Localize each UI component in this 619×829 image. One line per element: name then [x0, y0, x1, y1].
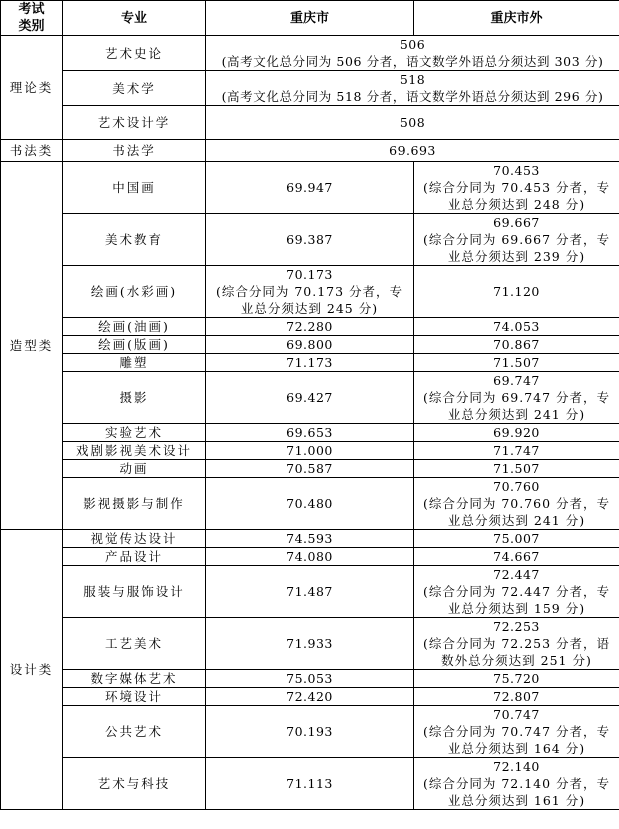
score-cell-outside [414, 530, 619, 548]
score-value: 69.667 [493, 215, 540, 230]
score-value: 75.720 [493, 671, 540, 686]
major-cell: 雕塑 [63, 354, 206, 372]
major-cell: 数字媒体艺术 [63, 670, 206, 688]
score-cell-local [206, 706, 414, 758]
major-cell: 绘画(版画) [63, 336, 206, 354]
score-cell-local [206, 266, 414, 318]
score-value: 69.947 [286, 180, 333, 195]
table-row [1, 106, 619, 140]
major-cell: 艺术史论 [63, 36, 206, 71]
table-row [1, 318, 619, 336]
table-row [1, 478, 619, 530]
score-value: 74.053 [493, 319, 540, 334]
score-value: 75.007 [493, 531, 540, 546]
score-cell-local [206, 372, 414, 424]
score-value: 69.800 [286, 337, 333, 352]
score-value: 72.280 [286, 319, 333, 334]
score-value: 72.420 [286, 689, 333, 704]
table-row [1, 530, 619, 548]
major-cell: 绘画(油画) [63, 318, 206, 336]
score-value: 74.080 [286, 549, 333, 564]
score-cell-merged [206, 106, 619, 140]
header-category: 考试 类别 [1, 1, 63, 36]
score-value: 69.693 [389, 143, 436, 158]
score-value: 69.747 [493, 373, 540, 388]
major-cell: 书法学 [63, 140, 206, 162]
table-row [1, 36, 619, 71]
score-cell-outside [414, 372, 619, 424]
score-value: 75.053 [286, 671, 333, 686]
score-cell-local [206, 424, 414, 442]
table-body [1, 36, 619, 810]
score-value: 69.387 [286, 232, 333, 247]
score-cell-outside [414, 688, 619, 706]
score-cell-merged [206, 36, 619, 71]
header-local: 重庆市 [206, 1, 414, 36]
header-outside: 重庆市外 [414, 1, 619, 36]
score-value: 70.173 [286, 267, 333, 282]
score-value: 70.760 [493, 479, 540, 494]
major-cell: 摄影 [63, 372, 206, 424]
major-cell: 中国画 [63, 162, 206, 214]
score-cell-outside [414, 354, 619, 372]
major-cell: 绘画(水彩画) [63, 266, 206, 318]
table-row [1, 354, 619, 372]
score-cell-outside [414, 424, 619, 442]
score-cell-local [206, 336, 414, 354]
score-cell-local [206, 214, 414, 266]
score-note: (高考文化总分同为 506 分者，语文数学外语总分须达到 303 分) [221, 54, 604, 69]
score-value: 72.447 [493, 567, 540, 582]
score-cell-outside [414, 670, 619, 688]
score-value: 508 [399, 115, 426, 130]
major-cell: 环境设计 [63, 688, 206, 706]
score-value: 69.427 [286, 390, 333, 405]
major-cell: 影视摄影与制作 [63, 478, 206, 530]
major-cell: 实验艺术 [63, 424, 206, 442]
major-cell: 美术学 [63, 71, 206, 106]
score-value: 69.653 [286, 425, 333, 440]
category-cell: 设计类 [1, 530, 63, 810]
score-cell-local [206, 162, 414, 214]
score-value: 74.667 [493, 549, 540, 564]
score-cell-outside [414, 566, 619, 618]
score-value: 71.747 [493, 443, 540, 458]
score-cell-local [206, 354, 414, 372]
table-row [1, 71, 619, 106]
score-cell-local [206, 442, 414, 460]
table-row [1, 670, 619, 688]
table-row [1, 758, 619, 810]
score-cell-local [206, 530, 414, 548]
major-cell: 艺术与科技 [63, 758, 206, 810]
score-note: (综合分同为 69.667 分者，专业总分须达到 239 分) [422, 232, 611, 264]
score-cell-outside [414, 442, 619, 460]
score-value: 71.933 [286, 636, 333, 651]
score-value: 70.480 [286, 496, 333, 511]
score-cell-local [206, 670, 414, 688]
score-value: 71.120 [493, 284, 540, 299]
score-cell-outside [414, 618, 619, 670]
score-value: 72.140 [493, 759, 540, 774]
table-row [1, 442, 619, 460]
score-note: (综合分同为 70.747 分者，专业总分须达到 164 分) [422, 724, 611, 756]
major-cell: 戏剧影视美术设计 [63, 442, 206, 460]
score-cell-local [206, 318, 414, 336]
score-cell-outside [414, 478, 619, 530]
score-value: 70.453 [493, 163, 540, 178]
table-row [1, 460, 619, 478]
score-cell-local [206, 566, 414, 618]
table-row [1, 548, 619, 566]
score-value: 71.487 [286, 584, 333, 599]
major-cell: 视觉传达设计 [63, 530, 206, 548]
score-cell-outside [414, 758, 619, 810]
header-major: 专业 [63, 1, 206, 36]
score-cell-merged [206, 140, 619, 162]
score-cell-outside [414, 548, 619, 566]
major-cell: 动画 [63, 460, 206, 478]
score-cell-local [206, 758, 414, 810]
major-cell: 艺术设计学 [63, 106, 206, 140]
table-row [1, 266, 619, 318]
score-cell-outside [414, 162, 619, 214]
major-cell: 工艺美术 [63, 618, 206, 670]
major-cell: 美术教育 [63, 214, 206, 266]
score-note: (综合分同为 70.760 分者，专业总分须达到 241 分) [422, 496, 611, 528]
table-row [1, 618, 619, 670]
major-cell: 产品设计 [63, 548, 206, 566]
score-note: (综合分同为 69.747 分者，专业总分须达到 241 分) [422, 390, 611, 422]
score-value: 69.920 [493, 425, 540, 440]
score-note: (高考文化总分同为 518 分者，语文数学外语总分须达到 296 分) [221, 89, 604, 104]
score-cell-outside [414, 214, 619, 266]
table-row [1, 424, 619, 442]
score-cell-merged [206, 71, 619, 106]
score-value: 70.747 [493, 707, 540, 722]
header-row [1, 1, 619, 36]
score-value: 70.587 [286, 461, 333, 476]
score-value: 71.173 [286, 355, 333, 370]
score-value: 70.193 [286, 724, 333, 739]
score-value: 71.507 [493, 461, 540, 476]
score-note: (综合分同为 70.173 分者，专业总分须达到 245 分) [215, 284, 404, 316]
table-row [1, 688, 619, 706]
score-cell-local [206, 548, 414, 566]
score-cell-local [206, 460, 414, 478]
score-cell-outside [414, 460, 619, 478]
score-value: 71.000 [286, 443, 333, 458]
score-value: 70.867 [493, 337, 540, 352]
score-cell-outside [414, 336, 619, 354]
table-row [1, 566, 619, 618]
table-row [1, 214, 619, 266]
score-cell-local [206, 688, 414, 706]
major-cell: 公共艺术 [63, 706, 206, 758]
major-cell: 服装与服饰设计 [63, 566, 206, 618]
score-note: (综合分同为 72.447 分者，专业总分须达到 159 分) [422, 584, 611, 616]
table-row [1, 372, 619, 424]
score-cell-outside [414, 318, 619, 336]
table-row [1, 140, 619, 162]
score-cell-local [206, 478, 414, 530]
category-cell: 造型类 [1, 162, 63, 530]
score-note: (综合分同为 72.253 分者，语数外总分须达到 251 分) [422, 636, 611, 668]
score-cell-outside [414, 266, 619, 318]
score-value: 72.253 [493, 619, 540, 634]
table-row [1, 162, 619, 214]
score-cell-outside [414, 706, 619, 758]
score-value: 72.807 [493, 689, 540, 704]
score-note: (综合分同为 72.140 分者，专业总分须达到 161 分) [422, 776, 611, 808]
score-value: 71.113 [286, 776, 333, 791]
score-value: 71.507 [493, 355, 540, 370]
category-cell: 书法类 [1, 140, 63, 162]
table-row [1, 336, 619, 354]
score-value: 518 [399, 72, 426, 87]
score-note: (综合分同为 70.453 分者，专业总分须达到 248 分) [422, 180, 611, 212]
score-value: 74.593 [286, 531, 333, 546]
table-row [1, 706, 619, 758]
category-cell: 理论类 [1, 36, 63, 140]
score-value: 506 [399, 37, 426, 52]
score-cell-local [206, 618, 414, 670]
